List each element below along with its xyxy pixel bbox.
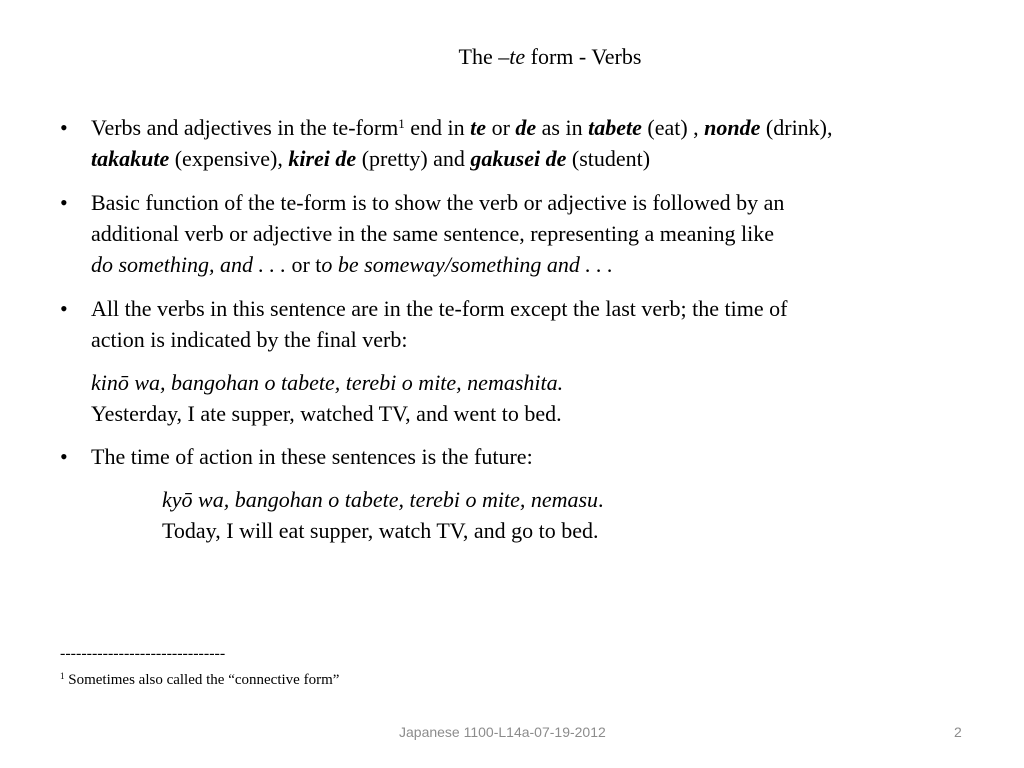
footnote-number: 1 [60, 671, 65, 681]
footnote [60, 672, 339, 689]
bullet-basic-function [60, 187, 980, 280]
example-past [60, 367, 980, 429]
footnote-text: Sometimes also called the “connective form” [64, 672, 340, 688]
example-english: Today, I will eat supper, watch TV, and go to bed. [162, 518, 599, 543]
text: or [486, 115, 516, 140]
bullet-dot: • [60, 444, 68, 469]
example-future [60, 484, 980, 546]
title-italic: –te [498, 44, 526, 69]
text: action is indicated by the final verb: [91, 327, 408, 352]
bullet-te-form-endings [60, 112, 980, 174]
term-kirei-de: kirei de [288, 146, 357, 171]
slide-body [60, 112, 980, 546]
text: as in [536, 115, 589, 140]
slide-title [0, 44, 1024, 70]
text: All the verbs in this sentence are in the te-form except the last verb; the time of [91, 296, 788, 321]
text: (drink), [760, 115, 833, 140]
term-te: te [470, 115, 487, 140]
bullet-all-verbs [60, 293, 980, 355]
text: additional verb or adjective in the same sentence, representing a meaning like [91, 221, 774, 246]
text: (eat) , [641, 115, 705, 140]
text: (student) [566, 146, 651, 171]
text: Verbs and adjectives in the te-form [91, 115, 399, 140]
example-japanese: kinō wa, bangohan o tabete, terebi o mite, nemashita. [91, 370, 564, 395]
italic-text: o be someway/something and . . . [321, 252, 613, 277]
bullet-dot: • [60, 115, 68, 140]
text: or t [285, 252, 322, 277]
term-tabete: tabete [588, 115, 642, 140]
text: (pretty) and [356, 146, 471, 171]
term-nonde: nonde [704, 115, 761, 140]
text: . [598, 487, 604, 512]
bullet-future [60, 441, 980, 472]
bullet-dot: • [60, 190, 68, 215]
text: (expensive), [169, 146, 289, 171]
term-de: de [515, 115, 537, 140]
example-english: Yesterday, I ate supper, watched TV, and went to bed. [91, 401, 562, 426]
italic-text: do something, and . . . [91, 252, 286, 277]
text: The time of action in these sentences is the future: [91, 444, 533, 469]
footnote-ref: 1 [398, 116, 405, 131]
bullet-dot: • [60, 296, 68, 321]
text: end in [404, 115, 471, 140]
term-takakute: takakute [91, 146, 170, 171]
title-post: form - Verbs [525, 44, 642, 69]
footer-label: Japanese 1100-L14a-07-19-2012 [399, 724, 606, 740]
example-japanese: kyō wa, bangohan o tabete, terebi o mite, nemasu [162, 487, 599, 512]
title-pre: The [458, 44, 499, 69]
page-number: 2 [954, 724, 962, 740]
term-gakusei-de: gakusei de [470, 146, 567, 171]
text: Basic function of the te-form is to show the verb or adjective is followed by an [91, 190, 785, 215]
footnote-separator: ------------------------------- [60, 645, 226, 662]
